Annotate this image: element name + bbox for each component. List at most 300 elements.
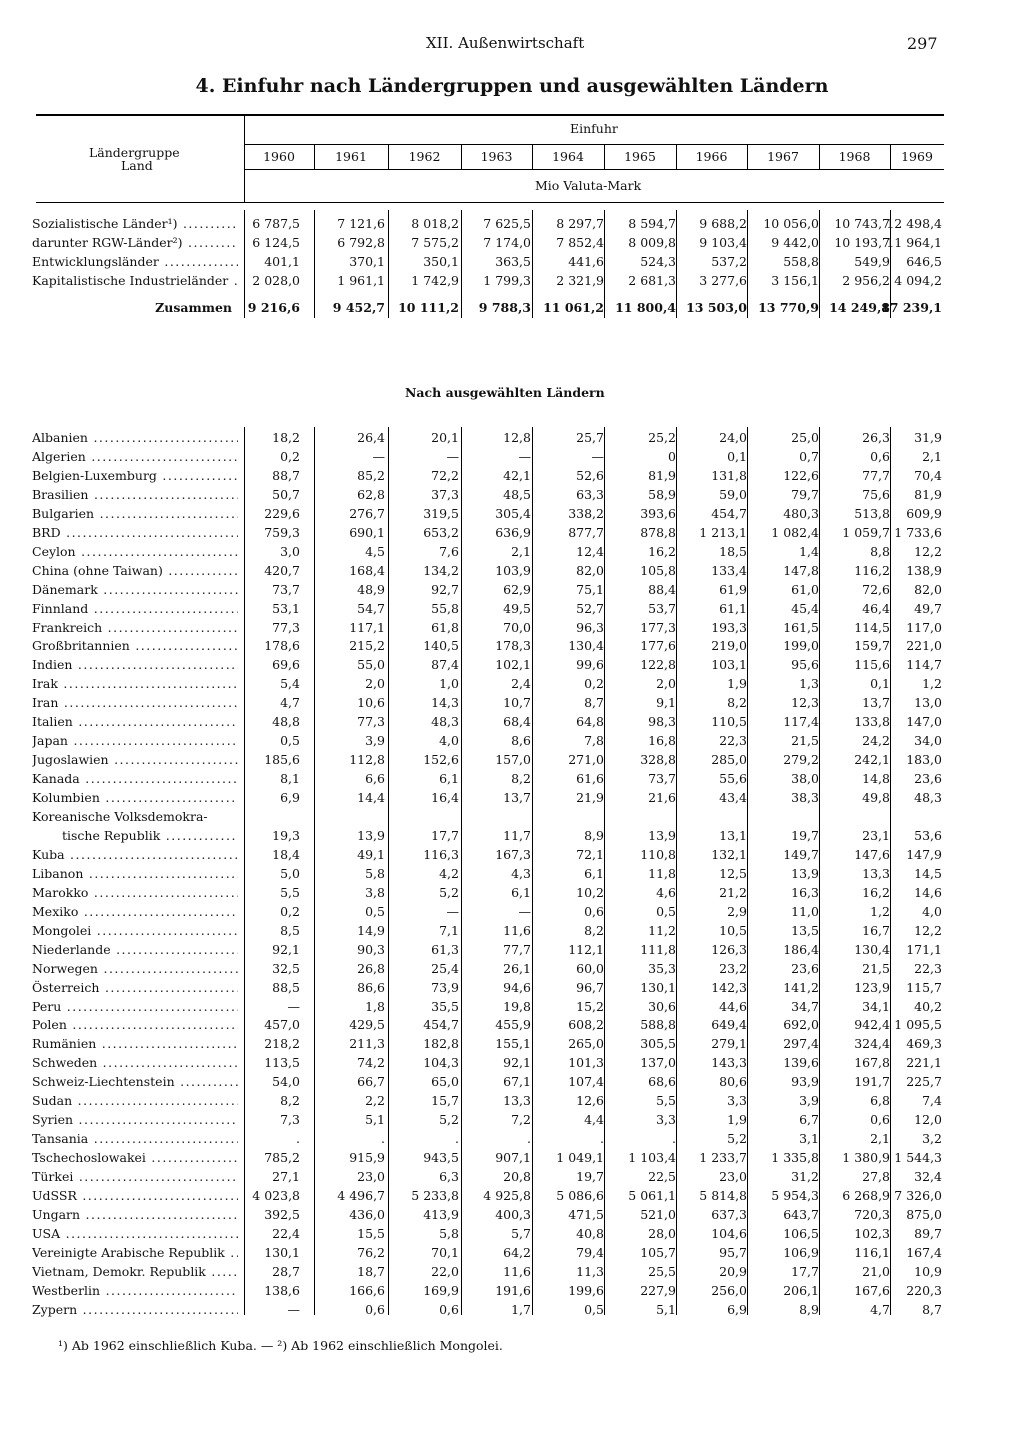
cell-1967: 34,7 — [791, 998, 819, 1014]
row-label-text: Koreanische Volksdemokra- — [32, 809, 208, 824]
cell-1965: 88,4 — [648, 581, 676, 597]
country-row-label — [32, 978, 238, 997]
cell-1961: 166,6 — [349, 1282, 385, 1298]
cell-1968: 21,5 — [862, 960, 890, 976]
cell-1969: 70,4 — [914, 467, 942, 483]
cell-1966: 279,1 — [711, 1036, 747, 1052]
cell-1962: 70,1 — [431, 1244, 459, 1260]
cell-1963: 13,7 — [503, 790, 531, 806]
country-row-label — [32, 636, 238, 655]
running-header — [0, 34, 1024, 56]
cell-1966: 131,8 — [711, 467, 747, 483]
cell-1967: 38,0 — [791, 771, 819, 787]
cell-1964: 8,2 — [584, 922, 604, 938]
cell-1961: 276,7 — [349, 505, 385, 521]
cell-1964: 63,3 — [576, 486, 604, 502]
cell-1961: 66,7 — [357, 1074, 385, 1090]
cell-1965: 98,3 — [648, 714, 676, 730]
cell-1967: 206,1 — [783, 1282, 819, 1298]
cell-1967: 106,5 — [783, 1225, 819, 1241]
row-label-text: Norwegen — [32, 960, 98, 976]
cell-1963: 4,3 — [511, 865, 531, 881]
year-1969: 1969 — [901, 149, 933, 164]
cell-1961: 4,5 — [365, 543, 385, 559]
cell-1960: 7,3 — [280, 1112, 300, 1128]
cell-1963: 19,8 — [503, 998, 531, 1014]
cell-1966: 3,3 — [727, 1093, 747, 1109]
cell-1967: 19,7 — [791, 827, 819, 843]
cell-1962: 0,6 — [439, 1301, 459, 1317]
country-row-label — [32, 940, 238, 959]
cell-1968: 8,8 — [870, 543, 890, 559]
cell-1966: 0,1 — [727, 448, 747, 464]
cell-1963: 167,3 — [495, 846, 531, 862]
cell-1962: 104,3 — [423, 1055, 459, 1071]
cell-1961: 2,2 — [365, 1093, 385, 1109]
cell-1969: 171,1 — [906, 941, 942, 957]
cell-1966: 5,2 — [727, 1131, 747, 1147]
cell-1963: 305,4 — [495, 505, 531, 521]
cell-1960: 69,6 — [272, 657, 300, 673]
cell-1964: 265,0 — [568, 1036, 604, 1052]
country-row-label — [32, 466, 238, 485]
row-label-text: Tschechoslowakei — [32, 1150, 146, 1166]
country-row-label — [32, 599, 238, 618]
cell-1963: 92,1 — [503, 1055, 531, 1071]
cell-1960: 8,2 — [280, 1093, 300, 1109]
row-label-text: Zypern — [32, 1301, 78, 1317]
cell-1965: 105,8 — [640, 562, 676, 578]
cell-1960: 77,3 — [272, 619, 300, 635]
cell-1968: 13,7 — [862, 695, 890, 711]
row-label-text: Sozialistische Länder¹) — [32, 216, 178, 231]
cell-1966: 23,2 — [719, 960, 747, 976]
cell-1967: 25,0 — [791, 430, 819, 445]
row-label-text: Kuba — [32, 846, 65, 862]
row-label-text: BRD — [32, 524, 61, 540]
section-subheading: Nach ausgewählten Ländern — [405, 385, 605, 400]
row-label-text: Vietnam, Demokr. Republik — [32, 1263, 206, 1279]
cell-1964: 107,4 — [568, 1074, 604, 1090]
cell-1960: 32,5 — [272, 960, 300, 976]
row-label-text: Italien — [32, 714, 73, 730]
cell-1960: 22,4 — [272, 1225, 300, 1241]
cell-1963: 7,2 — [511, 1112, 531, 1128]
cell-1962: . — [455, 1131, 459, 1147]
section-title: XII. Außenwirtschaft — [426, 34, 585, 52]
cell-1965: 21,6 — [648, 790, 676, 806]
cell-1962: 413,9 — [423, 1206, 459, 1222]
row-label-text: Mongolei — [32, 922, 92, 938]
cell-1967: 106,9 — [783, 1244, 819, 1260]
row-label-text: Österreich — [32, 979, 100, 995]
country-row-label — [32, 1148, 238, 1167]
cell-1962: 14,3 — [431, 695, 459, 711]
cell-1961: 370,1 — [349, 254, 385, 269]
cell-1961: 168,4 — [349, 562, 385, 578]
cell-1966: 13,1 — [719, 827, 747, 843]
cell-1963: 11,7 — [503, 827, 531, 843]
row-label-text: Niederlande — [32, 941, 111, 957]
cell-1964: 0,6 — [584, 903, 604, 919]
year-divider — [819, 144, 820, 169]
cell-1963: 155,1 — [495, 1036, 531, 1052]
row-label-text: darunter RGW-Länder²) — [32, 235, 183, 250]
cell-1965: 16,2 — [648, 543, 676, 559]
cell-1961: 54,7 — [357, 600, 385, 616]
cell-1968: 114,5 — [854, 619, 890, 635]
country-row-label — [32, 997, 238, 1016]
cell-1960: 130,1 — [264, 1244, 300, 1260]
cell-1967: 1 335,8 — [771, 1150, 819, 1166]
cell-1967: 3,9 — [799, 1093, 819, 1109]
cell-1969: 3,2 — [922, 1131, 942, 1147]
cell-1966: 1,9 — [727, 1112, 747, 1128]
cell-1966: 20,9 — [719, 1263, 747, 1279]
cell-1965: 110,8 — [640, 846, 676, 862]
group-row-label — [32, 233, 238, 252]
cell-1968: 2 956,2 — [842, 273, 890, 288]
cell-1966: 61,1 — [719, 600, 747, 616]
cell-1969: 48,3 — [914, 790, 942, 806]
cell-1968: 75,6 — [862, 486, 890, 502]
cell-1965: 68,6 — [648, 1074, 676, 1090]
cell-1968: 133,8 — [854, 714, 890, 730]
row-label-text: tische Republik — [62, 827, 161, 843]
cell-1968: 513,8 — [854, 505, 890, 521]
cell-1961: 77,3 — [357, 714, 385, 730]
cell-1966: 43,4 — [719, 790, 747, 806]
cell-1965: 137,0 — [640, 1055, 676, 1071]
cell-1967: 3 156,1 — [771, 273, 819, 288]
cell-1966: 24,0 — [719, 430, 747, 445]
country-row-label — [62, 826, 238, 845]
cell-1963: 7 625,5 — [483, 216, 531, 231]
country-row-label — [32, 1129, 238, 1148]
cell-1962: 152,6 — [423, 752, 459, 768]
cell-1967: 23,6 — [791, 960, 819, 976]
cell-1968: 2,1 — [870, 1131, 890, 1147]
cell-1969: 8,7 — [922, 1301, 942, 1317]
cell-1967: 3,1 — [799, 1131, 819, 1147]
country-row-label — [32, 447, 238, 466]
cell-1968: 167,8 — [854, 1055, 890, 1071]
cell-1962: 5 233,8 — [411, 1188, 459, 1203]
cell-1969: 147,9 — [906, 846, 942, 862]
cell-1965: 4,6 — [656, 884, 676, 900]
cell-1962: — — [446, 448, 459, 464]
cell-1964: 0,5 — [584, 1301, 604, 1317]
country-row-label — [32, 1091, 238, 1110]
cell-1960: 9 216,6 — [247, 300, 300, 315]
country-row-label — [32, 1053, 238, 1072]
cell-1964: 4,4 — [584, 1112, 604, 1128]
cell-1962: 92,7 — [431, 581, 459, 597]
cell-1969: 609,9 — [906, 505, 942, 521]
cell-1967: 480,3 — [783, 505, 819, 521]
cell-1963: — — [518, 903, 531, 919]
cell-1968: 0,6 — [870, 1112, 890, 1128]
cell-1966: 3 277,6 — [699, 273, 747, 288]
cell-1969: 13,0 — [914, 695, 942, 711]
cell-1963: 77,7 — [503, 941, 531, 957]
cell-1962: 4,0 — [439, 733, 459, 749]
row-label-text: Dänemark — [32, 581, 98, 597]
cell-1960: — — [287, 998, 300, 1014]
cell-1962: 15,7 — [431, 1093, 459, 1109]
cell-1965: 878,8 — [640, 524, 676, 540]
cell-1968: 49,8 — [862, 790, 890, 806]
cell-1964: 112,1 — [568, 941, 604, 957]
cell-1960: 88,7 — [272, 467, 300, 483]
cell-1961: 6 792,8 — [337, 235, 385, 250]
cell-1965: 1 103,4 — [628, 1150, 676, 1166]
cell-1967: 38,3 — [791, 790, 819, 806]
cell-1960: 4,7 — [280, 695, 300, 711]
cell-1960: 5,5 — [280, 884, 300, 900]
country-row-label — [32, 864, 238, 883]
cell-1964: 40,8 — [576, 1225, 604, 1241]
year-1965: 1965 — [624, 149, 656, 164]
country-row-label — [32, 504, 238, 523]
cell-1965: 521,0 — [640, 1206, 676, 1222]
cell-1965: 13,9 — [648, 827, 676, 843]
cell-1962: 48,3 — [431, 714, 459, 730]
row-label-text: Japan — [32, 733, 68, 749]
cell-1962: 116,3 — [423, 846, 459, 862]
row-label-text: Kanada — [32, 771, 80, 787]
cell-1965: 5,5 — [656, 1093, 676, 1109]
cell-1964: 99,6 — [576, 657, 604, 673]
row-label-text: Frankreich — [32, 619, 103, 635]
cell-1963: 455,9 — [495, 1017, 531, 1033]
row-label-text: Mexiko — [32, 903, 79, 919]
year-divider — [676, 144, 677, 169]
cell-1968: 167,6 — [854, 1282, 890, 1298]
row-label-text: Marokko — [32, 884, 89, 900]
cell-1966: 95,7 — [719, 1244, 747, 1260]
total-row-label — [32, 298, 232, 317]
cell-1962: 87,4 — [431, 657, 459, 673]
cell-1967: 186,4 — [783, 941, 819, 957]
cell-1965: 11,8 — [648, 865, 676, 881]
row-label-text: Syrien — [32, 1112, 74, 1128]
cell-1964: 2 321,9 — [556, 273, 604, 288]
cell-1965: . — [672, 1131, 676, 1147]
column-header-einfuhr: Einfuhr — [570, 121, 618, 136]
country-row-label — [32, 1205, 238, 1224]
cell-1963: 2,4 — [511, 676, 531, 692]
cell-1960: 19,3 — [272, 827, 300, 843]
cell-1962: 17,7 — [431, 827, 459, 843]
cell-1967: 6,7 — [799, 1112, 819, 1128]
cell-1963: 400,3 — [495, 1206, 531, 1222]
cell-1960: 178,6 — [264, 638, 300, 654]
cell-1965: 122,8 — [640, 657, 676, 673]
cell-1969: 7 326,0 — [894, 1188, 942, 1203]
cell-1967: 279,2 — [783, 752, 819, 768]
cell-1968: 1,2 — [870, 903, 890, 919]
cell-1969: 167,4 — [906, 1244, 942, 1260]
row-label-text: Vereinigte Arabische Republik — [32, 1244, 225, 1260]
country-row-label — [32, 1186, 238, 1205]
cell-1967: 61,0 — [791, 581, 819, 597]
cell-1967: 692,0 — [783, 1017, 819, 1033]
cell-1968: 46,4 — [862, 600, 890, 616]
country-row-label — [32, 1034, 238, 1053]
cell-1967: 13,9 — [791, 865, 819, 881]
cell-1966: 285,0 — [711, 752, 747, 768]
cell-1968: 102,3 — [854, 1225, 890, 1241]
row-label-text: Großbritannien — [32, 638, 130, 654]
cell-1961: 85,2 — [357, 467, 385, 483]
cell-1961: 23,0 — [357, 1169, 385, 1185]
row-label-text: UdSSR — [32, 1188, 77, 1203]
cell-1968: 10 743,7 — [834, 216, 890, 231]
cell-1968: 10 193,7 — [834, 235, 890, 250]
cell-1967: 558,8 — [783, 254, 819, 269]
cell-1964: 72,1 — [576, 846, 604, 862]
row-label-text: Algerien — [32, 448, 86, 464]
header-rule — [244, 169, 944, 170]
cell-1961: 436,0 — [349, 1206, 385, 1222]
cell-1969: 1 095,5 — [894, 1017, 942, 1033]
cell-1960: 8,1 — [280, 771, 300, 787]
cell-1961: 14,4 — [357, 790, 385, 806]
cell-1964: 25,7 — [576, 430, 604, 445]
cell-1962: 20,1 — [431, 430, 459, 445]
row-label-text: Sudan — [32, 1093, 73, 1109]
cell-1960: 8,5 — [280, 922, 300, 938]
cell-1960: 457,0 — [264, 1017, 300, 1033]
cell-1960: 0,2 — [280, 448, 300, 464]
page-number: 297 — [907, 34, 938, 53]
cell-1964: 608,2 — [568, 1017, 604, 1033]
cell-1968: 115,6 — [854, 657, 890, 673]
cell-1964: 441,6 — [568, 254, 604, 269]
cell-1965: 22,5 — [648, 1169, 676, 1185]
year-1968: 1968 — [838, 149, 871, 164]
cell-1964: 12,6 — [576, 1093, 604, 1109]
cell-1962: 16,4 — [431, 790, 459, 806]
row-label-text: Westberlin — [32, 1282, 101, 1298]
cell-1961: 5,8 — [365, 865, 385, 881]
cell-1967: 5 954,3 — [771, 1188, 819, 1203]
cell-1964: 60,0 — [576, 960, 604, 976]
row-label-text: Entwicklungsländer — [32, 254, 159, 269]
cell-1967: 297,4 — [783, 1036, 819, 1052]
cell-1963: 20,8 — [503, 1169, 531, 1185]
cell-1969: 31,9 — [914, 430, 942, 445]
cell-1969: 114,7 — [906, 657, 942, 673]
cell-1968: 0,1 — [870, 676, 890, 692]
cell-1966: 9 688,2 — [699, 216, 747, 231]
stub-header-line1: Ländergruppe — [89, 145, 180, 160]
row-label-text: Jugoslawien — [32, 752, 109, 768]
row-label-text: Bulgarien — [32, 505, 95, 521]
row-label-text: Schweden — [32, 1055, 98, 1071]
cell-1968: 242,1 — [854, 752, 890, 768]
cell-1969: 469,3 — [906, 1036, 942, 1052]
row-label-text: Libanon — [32, 865, 84, 881]
cell-1966: 143,3 — [711, 1055, 747, 1071]
stub-header-line2: Land — [121, 158, 153, 173]
cell-1965: 111,8 — [640, 941, 676, 957]
cell-1969: 14,6 — [914, 884, 942, 900]
cell-1966: 133,4 — [711, 562, 747, 578]
cell-1962: — — [446, 903, 459, 919]
cell-1962: 140,5 — [423, 638, 459, 654]
cell-1968: 130,4 — [854, 941, 890, 957]
cell-1963: 13,3 — [503, 1093, 531, 1109]
country-row-label — [32, 561, 238, 580]
cell-1964: 1 049,1 — [556, 1150, 604, 1166]
country-row-label — [32, 580, 238, 599]
cell-1962: 65,0 — [431, 1074, 459, 1090]
cell-1961: 112,8 — [349, 752, 385, 768]
cell-1962: 6,1 — [439, 771, 459, 787]
cell-1966: 18,5 — [719, 543, 747, 559]
cell-1962: 350,1 — [423, 254, 459, 269]
cell-1961: 915,9 — [349, 1150, 385, 1166]
cell-1965: 28,0 — [648, 1225, 676, 1241]
cell-1962: 37,3 — [431, 486, 459, 502]
cell-1968: 16,7 — [862, 922, 890, 938]
cell-1963: 7 174,0 — [483, 235, 531, 250]
cell-1968: 1 380,9 — [842, 1150, 890, 1166]
cell-1965: 11,2 — [648, 922, 676, 938]
country-row-label — [32, 1300, 238, 1319]
cell-1964: 6,1 — [584, 865, 604, 881]
cell-1961: 215,2 — [349, 638, 385, 654]
cell-1965: 11 800,4 — [615, 300, 676, 315]
cell-1964: 338,2 — [568, 505, 604, 521]
year-1964: 1964 — [552, 149, 584, 164]
country-row-label — [32, 902, 238, 921]
cell-1961: 74,2 — [357, 1055, 385, 1071]
cell-1963: 64,2 — [503, 1244, 531, 1260]
cell-1961: 3,8 — [365, 884, 385, 900]
country-row-label — [32, 1015, 238, 1034]
country-row-label — [32, 807, 238, 826]
cell-1960: 27,1 — [272, 1169, 300, 1185]
cell-1964: 471,5 — [568, 1206, 604, 1222]
cell-1966: 22,3 — [719, 733, 747, 749]
cell-1965: 81,9 — [648, 467, 676, 483]
cell-1960: . — [296, 1131, 300, 1147]
country-row-label — [32, 674, 238, 693]
cell-1962: 6,3 — [439, 1169, 459, 1185]
cell-1963: 363,5 — [495, 254, 531, 269]
cell-1963: 42,1 — [503, 467, 531, 483]
cell-1968: 24,2 — [862, 733, 890, 749]
cell-1961: 86,6 — [357, 979, 385, 995]
cell-1964: . — [600, 1131, 604, 1147]
cell-1962: 5,2 — [439, 1112, 459, 1128]
cell-1965: 58,9 — [648, 486, 676, 502]
cell-1969: 40,2 — [914, 998, 942, 1014]
cell-1969: 14,5 — [914, 865, 942, 881]
cell-1962: 454,7 — [423, 1017, 459, 1033]
cell-1962: 25,4 — [431, 960, 459, 976]
cell-1966: 13 503,0 — [686, 300, 747, 315]
cell-1962: 4,2 — [439, 865, 459, 881]
cell-1968: 16,2 — [862, 884, 890, 900]
cell-1969: 4,0 — [922, 903, 942, 919]
cell-1969: 12 498,4 — [886, 216, 942, 231]
cell-1962: 7 575,2 — [411, 235, 459, 250]
cell-1966: 126,3 — [711, 941, 747, 957]
